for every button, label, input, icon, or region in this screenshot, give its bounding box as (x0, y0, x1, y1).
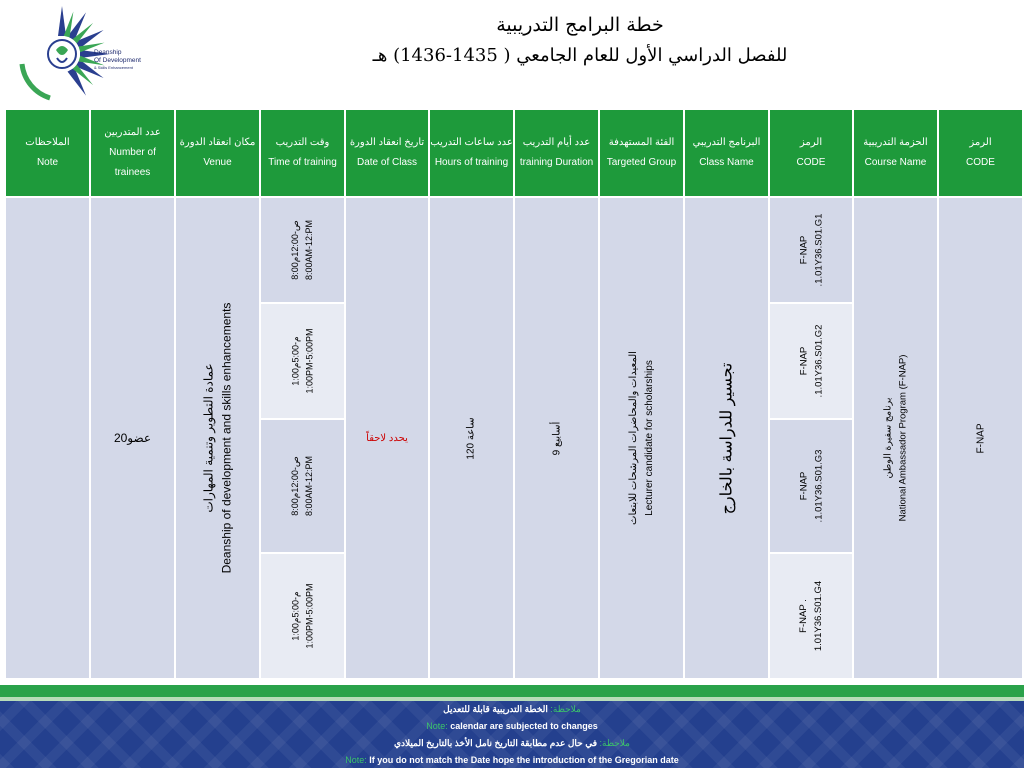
header-main-code: الرمز CODE (938, 109, 1023, 197)
time-cell-1: 8:00ص-12:00م 8:00AM-12:PM (260, 197, 345, 303)
code-cell-1: F-NAP .1.01Y36.S01.G1 (769, 197, 853, 303)
footer-note-1: ملاحظة: الخطة التدريبية قابلة للتعديل (443, 704, 581, 714)
footer-green-divider (0, 685, 1024, 697)
header-note: الملاحظات Note (5, 109, 90, 197)
header-time: وقت التدريب Time of training (260, 109, 345, 197)
footer-note-4: Note: If you do not match the Date hope the introduction of the Gregorian date (345, 755, 679, 765)
table-row (5, 197, 1023, 303)
class-name-cell: تجسير للدراسة بالخارج (684, 197, 769, 679)
training-plan-table (4, 108, 1024, 680)
header-trainees: عدد المتدربين Number of trainees (90, 109, 175, 197)
header-target: الفئة المستهدفة Targeted Group (599, 109, 684, 197)
code-cell-4: F-NAP . 1.01Y36.S01.G4 (769, 553, 853, 679)
header-class-name: البرنامج التدريبي Class Name (684, 109, 769, 197)
deanship-logo (4, 2, 154, 106)
footer-notes (0, 701, 1024, 768)
date-cell: يحدد لاحقاً (345, 197, 429, 679)
footer-note-2: Note: calendar are subjected to changes (426, 721, 598, 731)
header-venue: مكان انعقاد الدورة Venue (175, 109, 260, 197)
code-cell-2: F-NAP .1.01Y36.S01.G2 (769, 303, 853, 419)
table-header-row (5, 109, 1023, 197)
duration-cell: 9 أسابيع (514, 197, 599, 679)
note-cell (5, 197, 90, 679)
hours-cell: 120 ساعة (429, 197, 514, 679)
time-cell-2: 1:00م-5:00م 1:00PM-5:00PM (260, 303, 345, 419)
code-cell-3: F-NAP .1.01Y36.S01.G3 (769, 419, 853, 553)
header-duration: عدد أيام التدريب training Duration (514, 109, 599, 197)
target-group-cell: المعيدات والمحاضرات المرشحات للابتعاث Lecturer candidate for scholarships (599, 197, 684, 679)
header-date: تاريخ انعقاد الدورة Date of Class (345, 109, 429, 197)
header-course-name: الحزمة التدريبية Course Name (853, 109, 938, 197)
time-cell-4: 1:00م-5:00م 1:00PM-5:00PM (260, 553, 345, 679)
main-code-cell: F-NAP (938, 197, 1023, 679)
title-line-1: خطة البرامج التدريبية (496, 14, 664, 36)
time-cell-3: 8:00ص-12:00م 8:00AM-12:PM (260, 419, 345, 553)
svg-text:& Skills Enhancement: & Skills Enhancement (94, 65, 133, 70)
footer-note-3: ملاحظة: في حال عدم مطابقة التاريخ نامل الأخذ بالتاريخ الميلادي (394, 738, 630, 748)
title-line-2: للفصل الدراسي الأول للعام الجامعي ( 1435-1436) هـ (372, 45, 788, 66)
trainees-cell: 20عضو (90, 197, 175, 679)
course-name-cell: برنامج سفيرة الوطن National Ambassador Program (F-NAP) (853, 197, 938, 679)
svg-text:Deanship: Deanship (94, 49, 122, 56)
page-title (300, 10, 860, 72)
header-code: الرمز CODE (769, 109, 853, 197)
venue-cell: عمادة التطوير وتنمية المهارات Deanship of development and skills enhancements (175, 197, 260, 679)
header-hours: عدد ساعات التدريب Hours of training (429, 109, 514, 197)
svg-text:Of Development: Of Development (94, 57, 141, 64)
